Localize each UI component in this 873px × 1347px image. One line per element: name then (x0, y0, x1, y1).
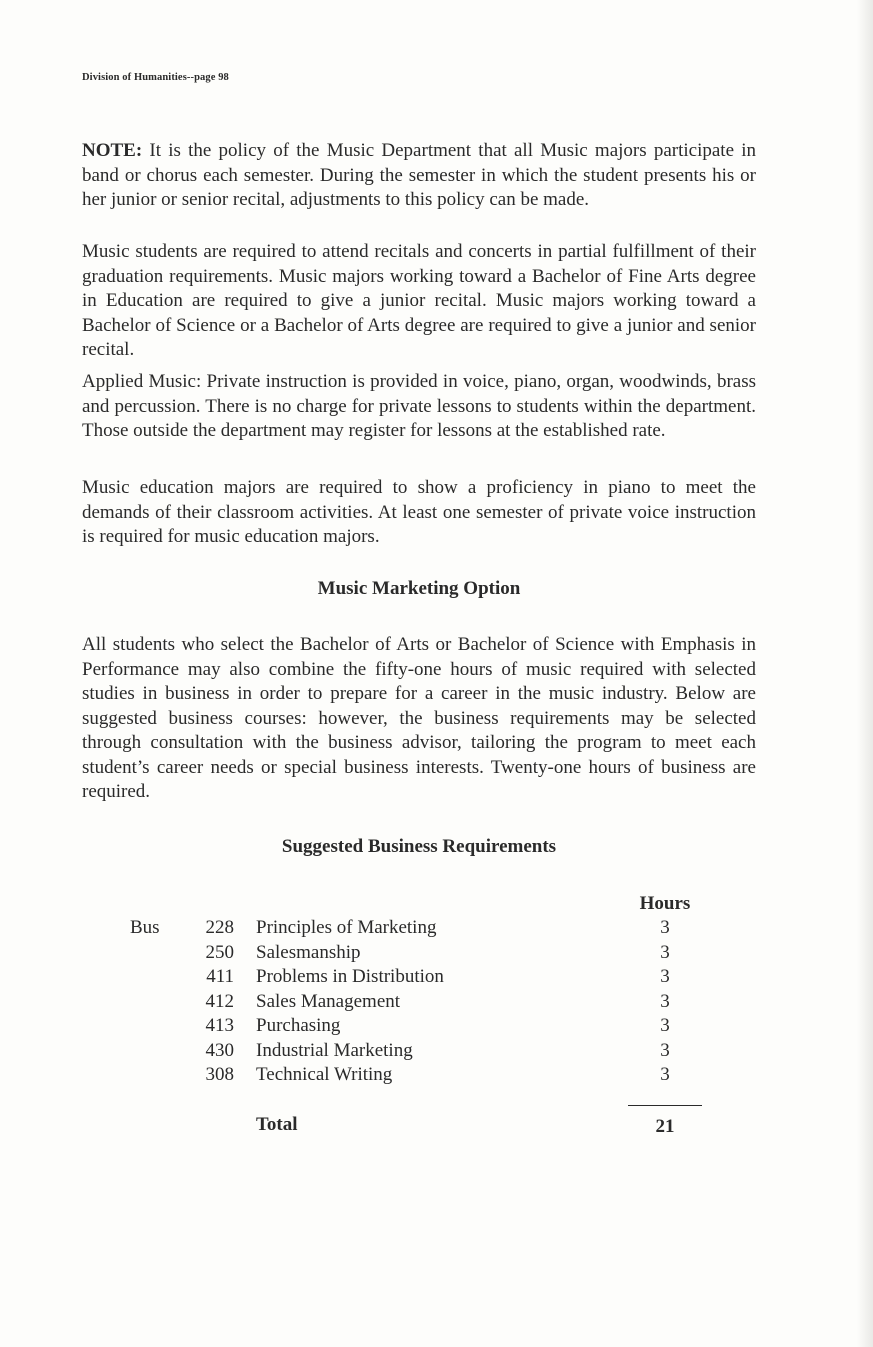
table-row (0, 1015, 873, 1040)
course-hours: 3 (660, 966, 670, 987)
course-title: Salesmanship (256, 941, 361, 963)
course-title: Industrial Marketing (256, 1039, 413, 1061)
total-rule (628, 1105, 702, 1106)
note-text: It is the policy of the Music Department that all Music majors participate in band or chorus each semester. During the semester in which the student presents his or her junior or senior recital, adjustments to this policy can be made. (82, 140, 756, 210)
marketing-option-paragraph: All students who select the Bachelor of Arts or Bachelor of Science with Emphasis in Performance may also combine the fifty-one hours of music required with selected studies in business in order to prepare for a career in the music industry. Below are suggested business courses: however, the business requirements may be selected through consultation with the business advisor, tailoring the program to meet each student’s career needs or special business interests. Twenty-one hours of business are required. (82, 634, 756, 802)
piano-proficiency-paragraph: Music education majors are required to show a proficiency in piano to meet the demands of their classroom activities. At least one semester of private voice instruction is required for music education majors. (82, 477, 756, 547)
course-title: Principles of Marketing (256, 917, 437, 938)
course-hours: 3 (660, 1039, 670, 1061)
course-hours: 3 (660, 941, 670, 963)
course-number: 308 (205, 1064, 234, 1085)
course-prefix: Bus (130, 917, 160, 938)
course-hours: 3 (660, 990, 670, 1012)
course-number: 413 (205, 1015, 234, 1036)
table-row (0, 966, 873, 991)
course-hours: 3 (660, 1015, 670, 1036)
table-row (0, 1064, 873, 1089)
course-number: 228 (205, 917, 234, 938)
recitals-paragraph: Music students are required to attend recitals and concerts in partial fulfillment of their graduation requirements. Music majors working toward a Bachelor of Fine Arts degree in Education are required to give a junior recital. Music majors working toward a Bachelor of Science or a Bachelor of Arts degree are required to give a junior and senior recital. (82, 241, 756, 360)
course-number: 250 (205, 941, 234, 963)
course-hours: 3 (660, 917, 670, 938)
course-title: Technical Writing (256, 1064, 393, 1085)
applied-music-paragraph: Applied Music: Private instruction is provided in voice, piano, organ, woodwinds, brass and percussion. There is no charge for private lessons to students within the department. Those outside the department may register for lessons at the established rate. (82, 371, 756, 441)
table-row (0, 991, 873, 1016)
table-row (0, 1040, 873, 1065)
table-row (0, 917, 873, 942)
course-number: 411 (206, 966, 234, 987)
course-hours: 3 (660, 1064, 670, 1085)
running-head: Division of Humanities--page 98 (82, 72, 229, 83)
hours-column-header: Hours (639, 893, 691, 914)
business-requirements-heading: Suggested Business Requirements (281, 836, 557, 857)
course-title: Purchasing (256, 1015, 341, 1036)
business-requirements-table (0, 893, 873, 1153)
course-number: 430 (205, 1039, 234, 1061)
total-label: Total (256, 1114, 298, 1135)
course-number: 412 (205, 990, 234, 1012)
course-title: Problems in Distribution (256, 966, 444, 987)
total-hours: 21 (655, 1116, 675, 1137)
note-paragraph (82, 139, 756, 213)
course-title: Sales Management (256, 990, 401, 1012)
table-row (0, 942, 873, 967)
marketing-option-heading: Music Marketing Option (317, 578, 521, 599)
note-label: NOTE: (82, 140, 143, 161)
